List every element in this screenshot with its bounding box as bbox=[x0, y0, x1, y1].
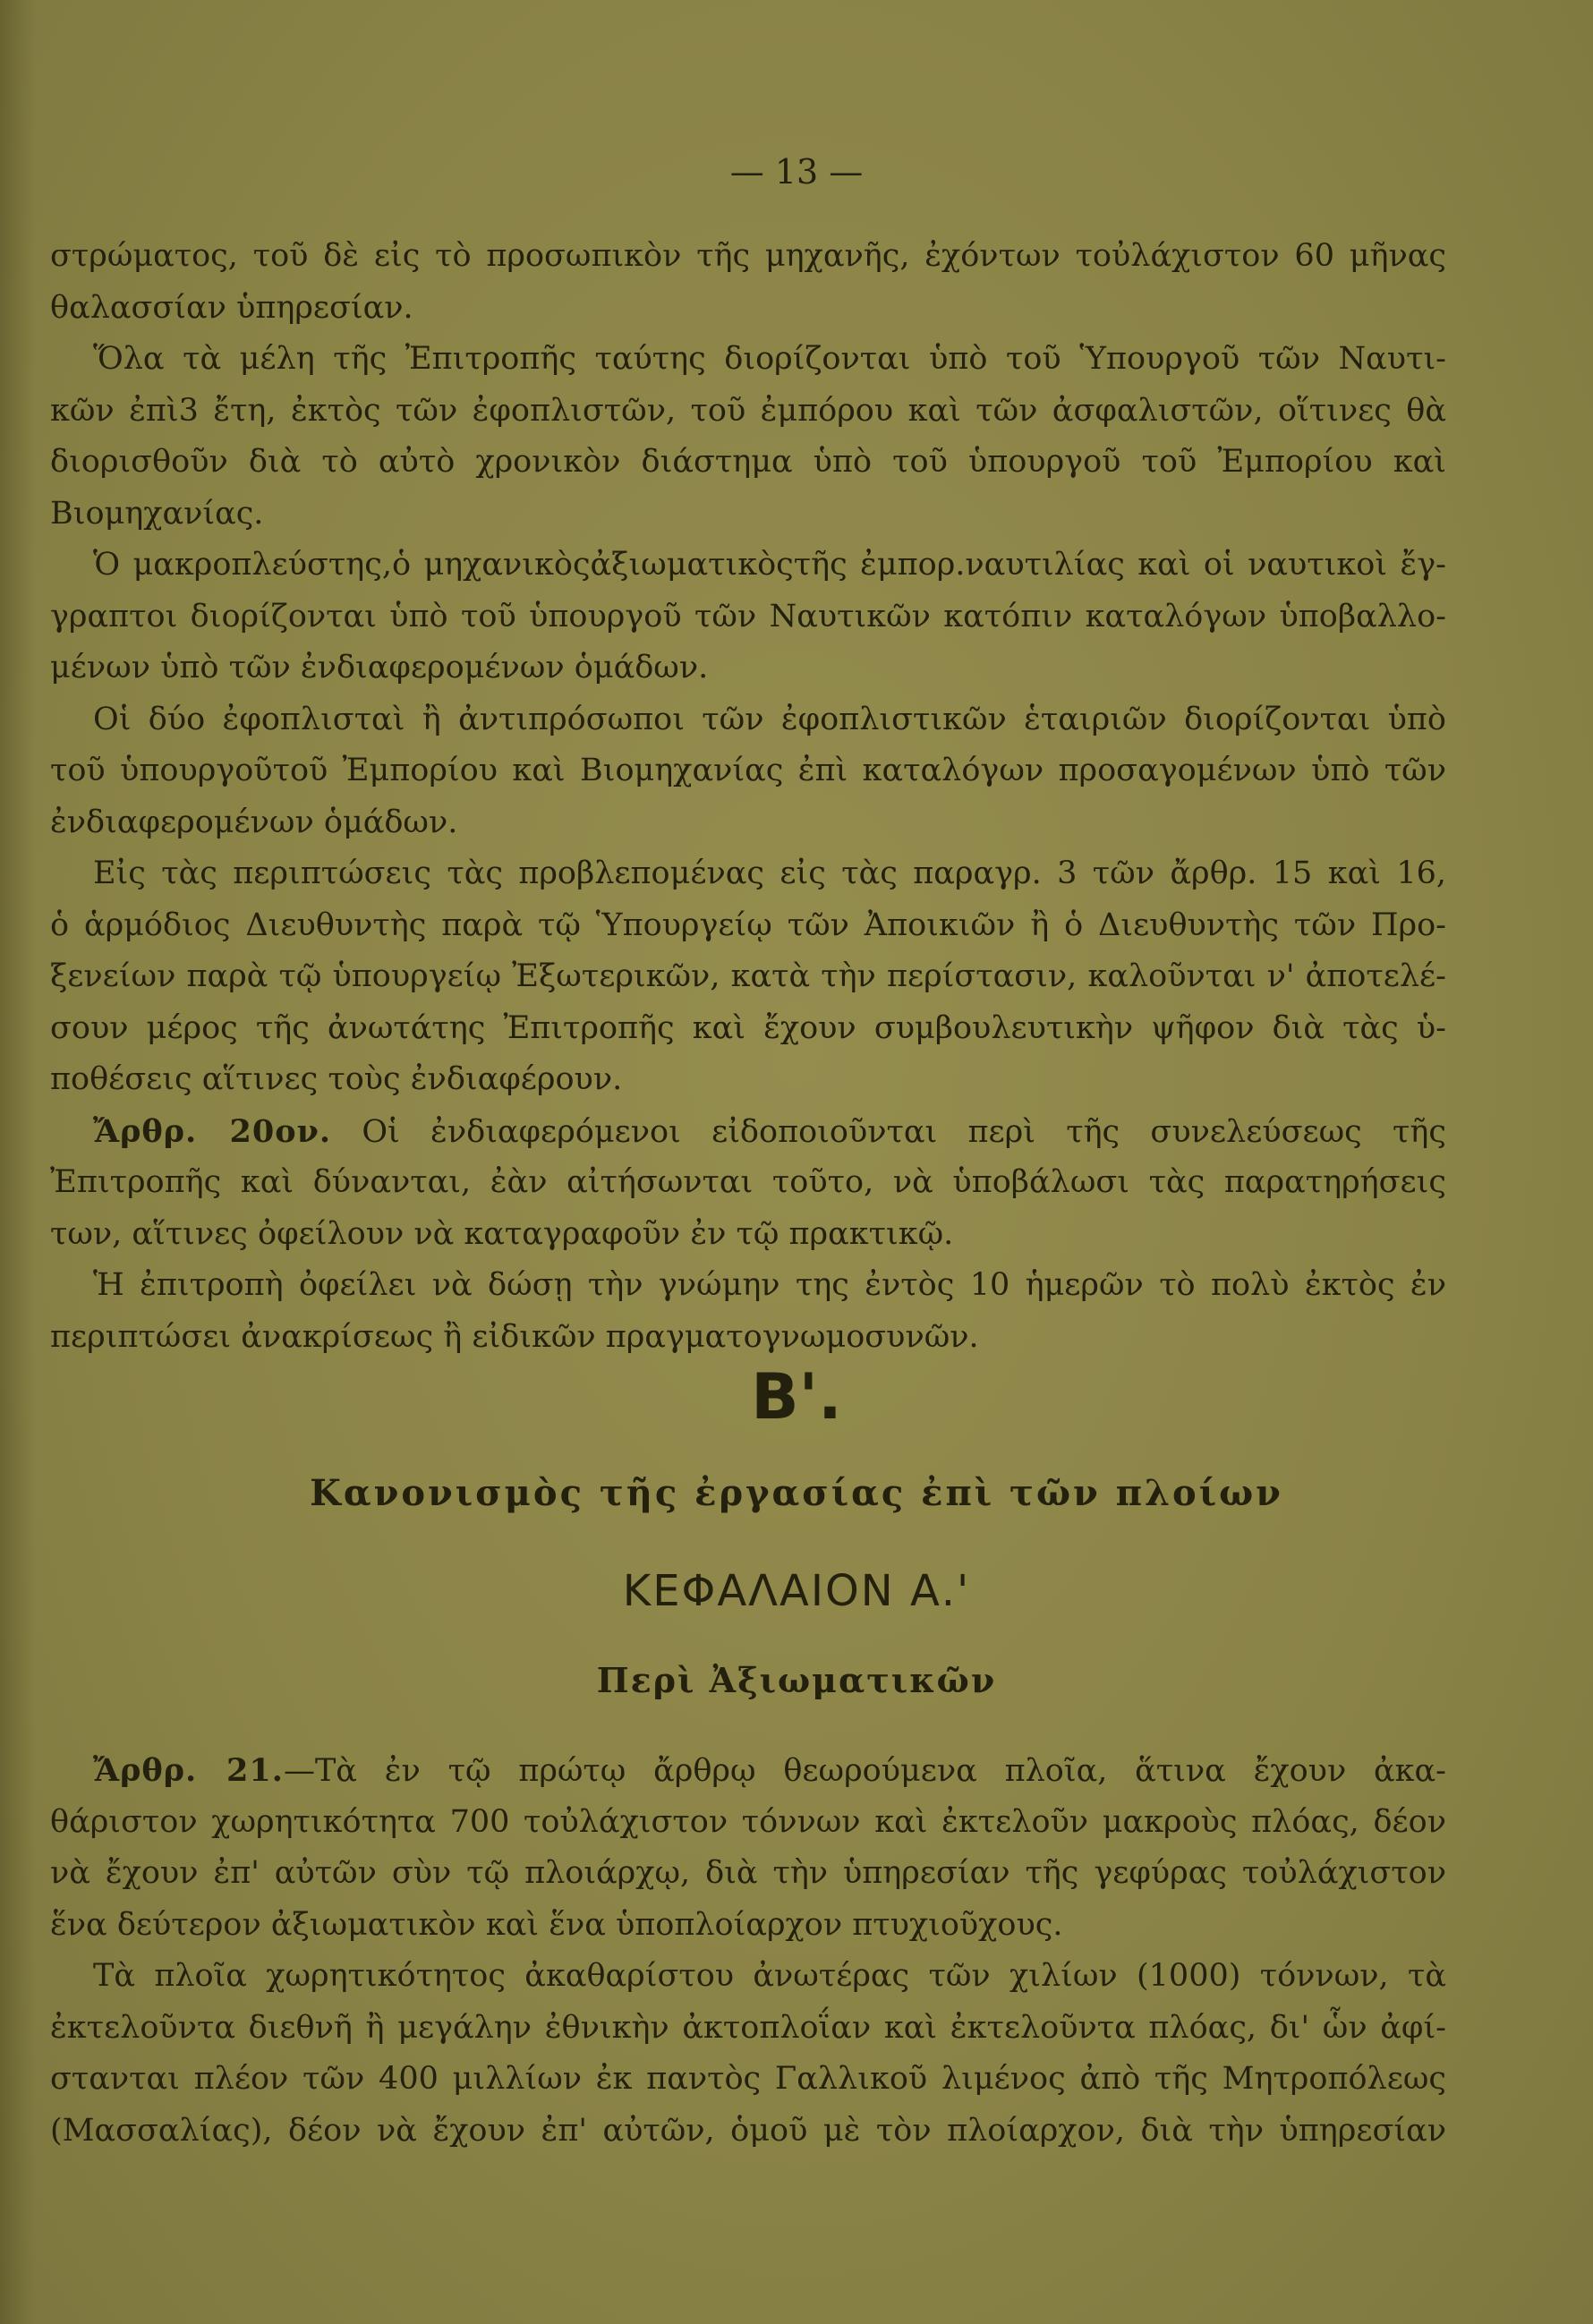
text-line: Ὁ μακροπλεύστης,ὁ μηχανικὸςἀξιωματικὸςτῆς ἐμπορ.ναυτιλίας καὶ οἱ ναυτικοὶ ἔγ- bbox=[93, 547, 1446, 583]
section-title: Κανονισμὸς τῆς ἐργασίας ἐπὶ τῶν πλοίων bbox=[310, 1472, 1283, 1514]
text-line: των, αἵτινες ὀφείλουν νὰ καταγραφοῦν ἐν τῷ πρακτικῷ. bbox=[50, 1215, 954, 1252]
text-line: ποθέσεις αἵτινες τοὺς ἐνδιαφέρουν. bbox=[50, 1061, 623, 1097]
text-line: Ὅλα τὰ μέλη τῆς Ἐπιτροπῆς ταύτης διορίζονται ὑπὸ τοῦ Ὑπουργοῦ τῶν Ναυτι- bbox=[93, 341, 1446, 377]
text-span: Οἱ ἐνδιαφερόμενοι εἰδοποιοῦνται περὶ τῆς συνελεύσεως τῆς bbox=[362, 1113, 1446, 1150]
text-line: στανται πλέον τῶν 400 μιλλίων ἐκ παντὸς Γαλλικοῦ λιμένος ἀπὸ τῆς Μητροπόλεως bbox=[50, 2061, 1446, 2097]
chapter-heading: ΚΕΦΑΛΑΙΟΝ Α.' bbox=[622, 1566, 971, 1616]
text-line: σουν μέρος τῆς ἀνωτάτης Ἐπιτροπῆς καὶ ἔχουν συμβουλευτικὴν ψῆφον διὰ τὰς ὑ- bbox=[50, 1009, 1446, 1046]
chapter-title: Περὶ Ἀξιωματικῶν bbox=[596, 1660, 997, 1700]
text-line: περιπτώσει ἀνακρίσεως ἢ εἰδικῶν πραγματογνωμοσυνῶν. bbox=[50, 1318, 979, 1355]
text-line: Τὰ πλοῖα χωρητικότητος ἀκαθαρίστου ἀνωτέρας τῶν χιλίων (1000) τόννων, τὰ bbox=[93, 1958, 1446, 1994]
text-block-committee bbox=[50, 231, 1446, 1363]
text-line: Ἐπιτροπῆς καὶ δύνανται, ἐὰν αἰτήσωνται τοῦτο, νὰ ὑποβάλωσι τὰς παρατηρήσεις bbox=[50, 1164, 1446, 1200]
page-number: — 13 — bbox=[729, 152, 864, 192]
text-line: κῶν ἐπὶ3 ἔτη, ἐκτὸς τῶν ἐφοπλιστῶν, τοῦ ἐμπόρου καὶ τῶν ἀσφαλιστῶν, οἵτινες θὰ bbox=[50, 392, 1446, 429]
text-line: μένων ὑπὸ τῶν ἐνδιαφερομένων ὁμάδων. bbox=[50, 650, 709, 685]
text-span: —Τὰ ἐν τῷ πρώτῳ ἄρθρῳ θεωρούμενα πλοῖα, ἅτινα ἔχουν ἀκα- bbox=[283, 1753, 1446, 1789]
article-21-first-line bbox=[50, 1745, 1446, 1797]
article-20-label: Ἄρθρ. 20ον. bbox=[93, 1112, 332, 1150]
text-line: ἐκτελοῦντα διεθνῆ ἢ μεγάλην ἐθνικὴν ἀκτοπλοΐαν καὶ ἐκτελοῦντα πλόας, δι' ὧν ἀφί- bbox=[50, 2009, 1446, 2046]
text-line: Βιομηχανίας. bbox=[50, 495, 264, 532]
text-line: τοῦ ὑπουργοῦτοῦ Ἐμπορίου καὶ Βιομηχανίας ἐπὶ καταλόγων προσαγομένων ὑπὸ τῶν bbox=[50, 753, 1446, 788]
article-20-first-line bbox=[50, 1106, 1446, 1158]
text-block-article-21 bbox=[50, 1745, 1446, 2157]
text-line: στρώματος, τοῦ δὲ εἰς τὸ προσωπικὸν τῆς μηχανῆς, ἐχόντων τοὐλάχιστον 60 μῆνας bbox=[50, 238, 1446, 274]
text-line: θαλασσίαν ὑπηρεσίαν. bbox=[50, 289, 413, 326]
page-edge-shadow bbox=[0, 0, 36, 2324]
text-line: (Μασσαλίας), δέον νὰ ἔχουν ἐπ' αὐτῶν, ὁμοῦ μὲ τὸν πλοίαρχον, διὰ τὴν ὑπηρεσίαν bbox=[50, 2112, 1446, 2149]
text-line: ὁ ἁρμόδιος Διευθυντὴς παρὰ τῷ Ὑπουργείῳ τῶν Ἀποικιῶν ἢ ὁ Διευθυντὴς τῶν Προ- bbox=[50, 907, 1446, 943]
text-line: ἐνδιαφερομένων ὁμάδων. bbox=[50, 804, 458, 840]
text-line: νὰ ἔχουν ἐπ' αὐτῶν σὺν τῷ πλοιάρχῳ, διὰ τὴν ὑπηρεσίαν τῆς γεφύρας τοὐλάχιστον bbox=[50, 1855, 1446, 1891]
text-line: γραπτοι διορίζονται ὑπὸ τοῦ ὑπουργοῦ τῶν Ναυτικῶν κατόπιν καταλόγων ὑποβαλλο- bbox=[50, 598, 1446, 634]
text-line: ξενείων παρὰ τῷ ὑπουργείῳ Ἐξωτερικῶν, κατὰ τὴν περίστασιν, καλοῦνται ν' ἀποτελέ- bbox=[50, 958, 1446, 994]
section-letter: Β'. bbox=[751, 1360, 842, 1434]
text-line: ἕνα δεύτερον ἀξιωματικὸν καὶ ἕνα ὑποπλοίαρχον πτυχιοῦχους. bbox=[50, 1906, 1063, 1943]
text-line: θάριστον χωρητικότητα 700 τοὐλάχιστον τόννων καὶ ἐκτελοῦν μακροὺς πλόας, δέον bbox=[50, 1803, 1446, 1840]
text-line: Ἡ ἐπιτροπὴ ὀφείλει νὰ δώσῃ τὴν γνώμην της ἐντὸς 10 ἡμερῶν τὸ πολὺ ἐκτὸς ἐν bbox=[93, 1267, 1446, 1303]
article-21-label: Ἄρθρ. 21. bbox=[93, 1752, 284, 1789]
text-line: Εἰς τὰς περιπτώσεις τὰς προβλεπομένας εἰς τὰς παραγρ. 3 τῶν ἄρθρ. 15 καὶ 16, bbox=[93, 856, 1446, 891]
text-line: διορισθοῦν διὰ τὸ αὐτὸ χρονικὸν διάστημα ὑπὸ τοῦ ὑπουργοῦ τοῦ Ἐμπορίου καὶ bbox=[50, 444, 1446, 480]
text-line: Οἱ δύο ἐφοπλισταὶ ἢ ἀντιπρόσωποι τῶν ἐφοπλιστικῶν ἑταιριῶν διορίζονται ὑπὸ bbox=[93, 701, 1446, 737]
